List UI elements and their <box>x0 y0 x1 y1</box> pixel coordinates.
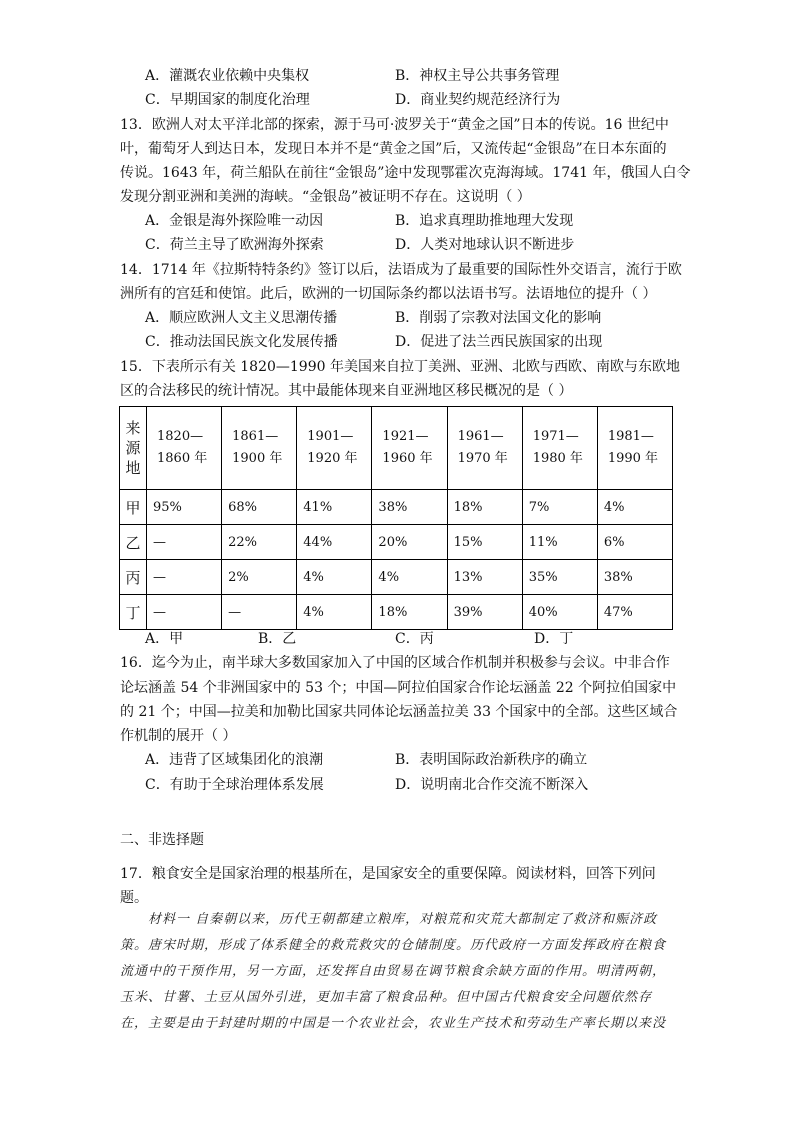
q13-option-a[interactable]: A．金银是海外探险唯一动因 <box>145 213 324 229</box>
table-cell: 40% <box>522 595 597 630</box>
q13-option-b[interactable]: B．追求真理助推地理大发现 <box>395 213 574 229</box>
table-corner-cell <box>120 407 147 490</box>
q14-option-b[interactable]: B．削弱了宗教对法国文化的影响 <box>395 310 602 326</box>
table-header-row <box>120 407 673 490</box>
table-cell: 38% <box>597 560 672 595</box>
q15-option-c[interactable]: C．丙 <box>395 631 434 647</box>
corner-char: 源 <box>125 439 141 457</box>
q12-option-b[interactable]: B．神权主导公共事务管理 <box>395 68 560 84</box>
table-cell: 18% <box>372 595 447 630</box>
q14-option-d[interactable]: D．促进了法兰西民族国家的出现 <box>395 334 603 350</box>
q16-option-a[interactable]: A．违背了区域集团化的浪潮 <box>145 752 324 768</box>
q15-option-d[interactable]: D．丁 <box>534 631 574 647</box>
q14-option-c[interactable]: C．推动法国民族文化发展传播 <box>145 334 338 350</box>
period-header: 1901— 1920 年 <box>297 407 372 490</box>
table-cell: 44% <box>297 525 372 560</box>
table-cell: 4% <box>297 560 372 595</box>
period-header: 1981— 1990 年 <box>597 407 672 490</box>
q16-option-b[interactable]: B．表明国际政治新秩序的确立 <box>395 752 588 768</box>
immigration-table <box>119 406 673 630</box>
q12-option-d[interactable]: D．商业契约规范经济行为 <box>395 92 561 108</box>
row-label: 丁 <box>120 595 147 630</box>
table-cell: 47% <box>597 595 672 630</box>
row-label: 乙 <box>120 525 147 560</box>
q16-stem-line: 论坛涵盖 54 个非洲国家中的 53 个；中国—阿拉伯国家合作论坛涵盖 22 个阿拉伯国家中 <box>120 680 677 696</box>
q13-option-d[interactable]: D．人类对地球认识不断进步 <box>395 237 575 253</box>
table-cell: 41% <box>297 490 372 525</box>
table-cell: 2% <box>222 560 297 595</box>
table-cell: 22% <box>222 525 297 560</box>
q13-stem-line: 发现分割亚洲和美洲的海峡。“金银岛”被证明不存在。这说明（ ） <box>120 189 531 205</box>
table-cell: 15% <box>447 525 522 560</box>
table-cell: 7% <box>522 490 597 525</box>
q13-option-c[interactable]: C．荷兰主导了欧洲海外探索 <box>145 237 324 253</box>
table-cell: 4% <box>372 560 447 595</box>
q16-option-c[interactable]: C．有助于全球治理体系发展 <box>145 777 324 793</box>
period-header: 1861— 1900 年 <box>222 407 297 490</box>
q17-material-one: 材料一 自秦朝以来，历代王朝都建立粮库，对粮荒和灾荒大都制定了救济和赈济政策。唐宋时期，形成了体系健全的救荒救灾的仓储制度。历代政府一方面发挥政府在粮食流通中的干预作用，另一方面，还发挥自由贸易在调节粮食余缺方面的作用。明清两朝，玉米、甘薯、土豆从国外引进，更加丰富了粮食品种。但中国古代粮食安全问题依然存在，主要是由于封建时期的中国是一个农业社会，农业生产技术和劳动生产率长期以来没 <box>120 912 667 1031</box>
q17-stem-line: 17．粮食安全是国家治理的根基所在，是国家安全的重要保障。阅读材料，回答下列问 <box>120 866 656 882</box>
table-cell: 4% <box>297 595 372 630</box>
table-cell: 35% <box>522 560 597 595</box>
table-row <box>120 490 673 525</box>
q15-option-b[interactable]: B．乙 <box>258 631 297 647</box>
q13-stem-line: 传说。1643 年，荷兰船队在前往“金银岛”途中发现鄂霍次克海海域。1741 年，俄国人白令 <box>120 165 691 181</box>
q12-option-c[interactable]: C．早期国家的制度化治理 <box>145 92 310 108</box>
q15-stem-line: 区的合法移民的统计情况。其中最能体现来自亚洲地区移民概况的是（ ） <box>120 383 573 399</box>
corner-char: 来 <box>125 419 141 437</box>
table-cell: 6% <box>597 525 672 560</box>
q16-stem-line: 作机制的展开（ ） <box>120 728 237 744</box>
table-cell: 13% <box>447 560 522 595</box>
table-row <box>120 560 673 595</box>
table-cell: 11% <box>522 525 597 560</box>
q15-option-a[interactable]: A．甲 <box>145 631 184 647</box>
q12-option-a[interactable]: A．灌溉农业依赖中央集权 <box>145 68 310 84</box>
table-cell: 4% <box>597 490 672 525</box>
table-cell: — <box>147 560 222 595</box>
q14-stem-line: 14．1714 年《拉斯特特条约》签订以后，法语成为了最重要的国际性外交语言，流行于欧 <box>120 262 682 278</box>
q17-stem-line: 题。 <box>120 890 148 906</box>
q16-option-d[interactable]: D．说明南北合作交流不断深入 <box>395 777 589 793</box>
table-cell: 95% <box>147 490 222 525</box>
row-label: 甲 <box>120 490 147 525</box>
q16-stem-line: 16．迄今为止，南半球大多数国家加入了中国的区域合作机制并积极参与会议。中非合作 <box>120 655 670 671</box>
period-header: 1820— 1860 年 <box>147 407 222 490</box>
table-row <box>120 595 673 630</box>
period-header: 1921— 1960 年 <box>372 407 447 490</box>
row-label: 丙 <box>120 560 147 595</box>
table-cell: — <box>147 595 222 630</box>
table-row <box>120 525 673 560</box>
section-title: 二、非选择题 <box>120 832 204 848</box>
table-cell: — <box>222 595 297 630</box>
q14-stem-line: 洲所有的宫廷和使馆。此后，欧洲的一切国际条约都以法语书写。法语地位的提升（ ） <box>120 286 657 302</box>
q14-option-a[interactable]: A．顺应欧洲人文主义思潮传播 <box>145 310 338 326</box>
table-cell: 38% <box>372 490 447 525</box>
table-cell: 68% <box>222 490 297 525</box>
table-cell: 39% <box>447 595 522 630</box>
table-cell: 18% <box>447 490 522 525</box>
period-header: 1961— 1970 年 <box>447 407 522 490</box>
q15-stem-line: 15．下表所示有关 1820—1990 年美国来自拉丁美洲、亚洲、北欧与西欧、南欧与东欧地 <box>120 359 680 375</box>
period-header: 1971— 1980 年 <box>522 407 597 490</box>
table-cell: 20% <box>372 525 447 560</box>
q16-stem-line: 的 21 个；中国—拉美和加勒比国家共同体论坛涵盖拉美 33 个国家中的全部。这些区域合 <box>120 704 678 720</box>
q13-stem-line: 叶，葡萄牙人到达日本，发现日本并不是“黄金之国”后，又流传起“金银岛”在日本东面的 <box>120 141 667 157</box>
q13-stem-line: 13．欧洲人对太平洋北部的探索，源于马可·波罗关于“黄金之国”日本的传说。16 世纪中 <box>120 117 669 133</box>
table-cell: — <box>147 525 222 560</box>
corner-char: 地 <box>125 459 141 477</box>
